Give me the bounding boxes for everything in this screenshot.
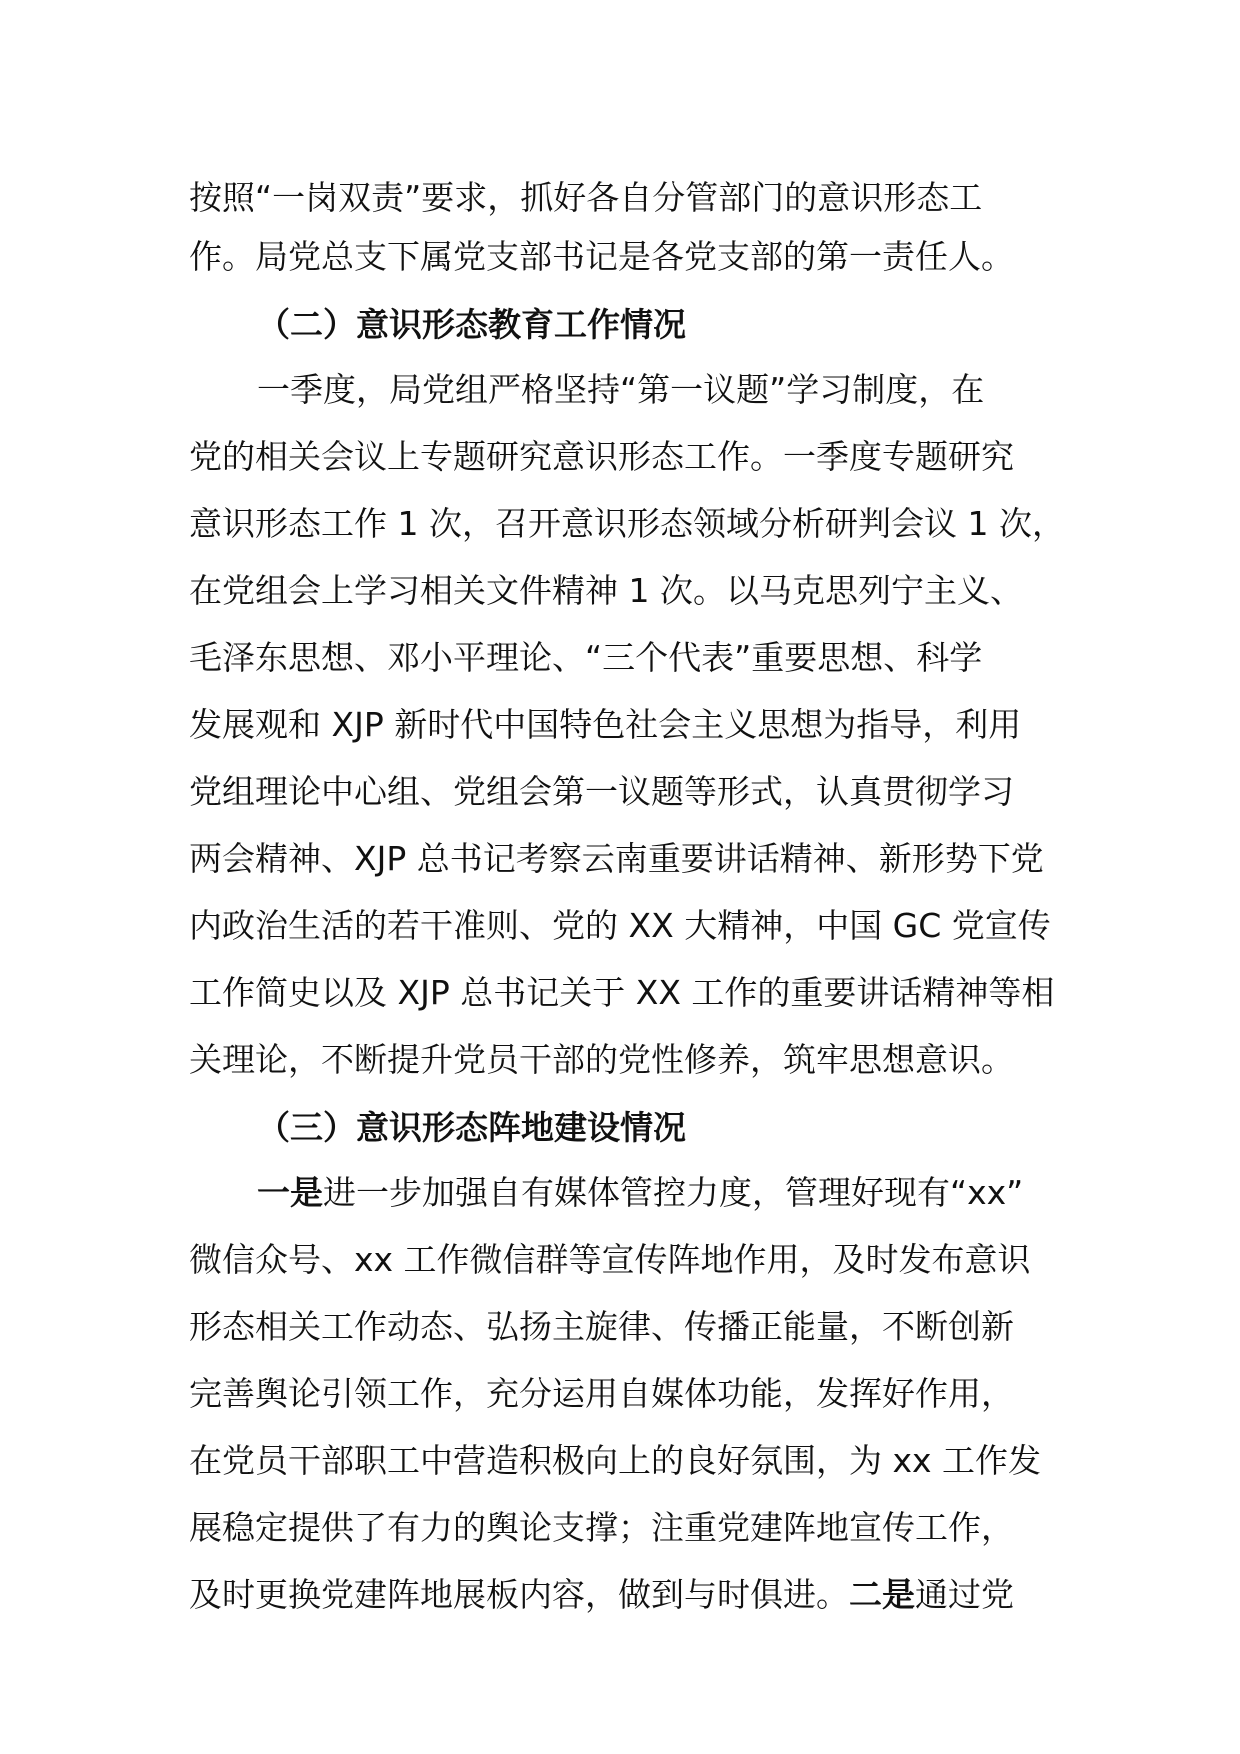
paragraph-line: 在党员干部职工中营造积极向上的良好氛围，为 xx 工作发 bbox=[189, 1441, 1042, 1480]
emphasis-text: 二是 bbox=[849, 1575, 915, 1614]
paragraph-text: 进一步加强自有媒体管控力度，管理好现有“xx” bbox=[323, 1173, 1024, 1212]
paragraph-line: 内政治生活的若干准则、党的 XX 大精神，中国 GC 党宣传 bbox=[189, 906, 1051, 945]
paragraph-line: 完善舆论引领工作，充分运用自媒体功能，发挥好作用， bbox=[189, 1374, 1014, 1413]
paragraph-line: 工作简史以及 XJP 总书记关于 XX 工作的重要讲话精神等相 bbox=[189, 973, 1055, 1012]
paragraph-line: 发展观和 XJP 新时代中国特色社会主义思想为指导，利用 bbox=[189, 705, 1022, 744]
paragraph-line: 关理论，不断提升党员干部的党性修养，筑牢思想意识。 bbox=[189, 1040, 1014, 1079]
emphasis-text: 一是 bbox=[257, 1173, 323, 1212]
section-heading: （三）意识形态阵地建设情况 bbox=[257, 1108, 686, 1147]
paragraph-line: 意识形态工作 1 次，召开意识形态领域分析研判会议 1 次， bbox=[189, 504, 1065, 543]
paragraph-line: 党组理论中心组、党组会第一议题等形式，认真贯彻学习 bbox=[189, 772, 1014, 811]
paragraph-line: 微信众号、xx 工作微信群等宣传阵地作用，及时发布意识 bbox=[189, 1240, 1031, 1279]
paragraph-line: 按照“一岗双责”要求，抓好各自分管部门的意识形态工 bbox=[189, 178, 983, 217]
paragraph-line bbox=[189, 1573, 1014, 1617]
paragraph-line: 一季度，局党组严格坚持“第一议题”学习制度，在 bbox=[257, 370, 985, 409]
paragraph-line: 形态相关工作动态、弘扬主旋律、传播正能量，不断创新 bbox=[189, 1307, 1014, 1346]
paragraph-line: 在党组会上学习相关文件精神 1 次。以马克思列宁主义、 bbox=[189, 571, 1023, 610]
paragraph-line: 作。局党总支下属党支部书记是各党支部的第一责任人。 bbox=[189, 237, 1014, 276]
paragraph-line: 两会精神、XJP 总书记考察云南重要讲话精神、新形势下党 bbox=[189, 839, 1044, 878]
paragraph-line: 毛泽东思想、邓小平理论、“三个代表”重要思想、科学 bbox=[189, 638, 983, 677]
paragraph-text: 通过党 bbox=[915, 1575, 1014, 1614]
paragraph-text: 及时更换党建阵地展板内容，做到与时俱进。 bbox=[189, 1575, 849, 1614]
paragraph-line: 展稳定提供了有力的舆论支撑；注重党建阵地宣传工作， bbox=[189, 1508, 1014, 1547]
paragraph-line bbox=[257, 1171, 1023, 1215]
paragraph-line: 党的相关会议上专题研究意识形态工作。一季度专题研究 bbox=[189, 437, 1014, 476]
section-heading: （二）意识形态教育工作情况 bbox=[257, 305, 686, 344]
